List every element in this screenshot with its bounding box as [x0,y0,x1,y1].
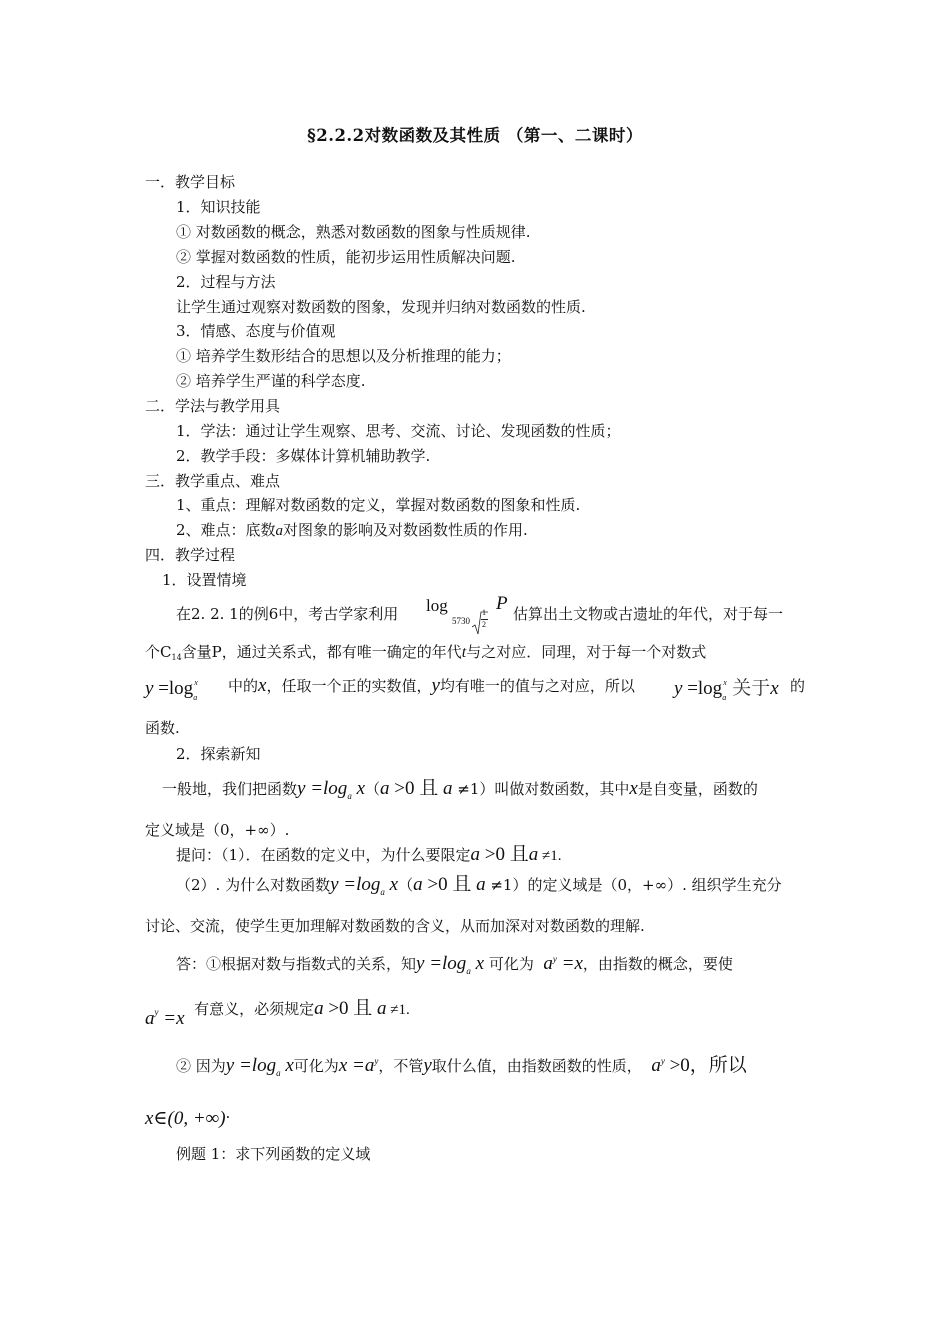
paragraph-line: y =log x a [145,678,198,702]
text-line: 让学生通过观察对数函数的图象，发现并归纳对数函数的性质. [176,298,586,316]
subheading: 3．情感、态度与价值观 [176,322,336,340]
section-heading: 一．教学目标 [145,173,236,191]
answer-line: 答：①根据对数与指数式的关系，知$y =\log_a$ x 可化为 $a^y =x$，由指数的概念，要使 [176,953,733,976]
text-line: 2、难点：底数a对图象的影响及对数函数性质的作用. [176,521,528,539]
log-formula: log 5730 1 2 P [426,596,512,640]
paragraph-line: 个$C_{14}$含量P，通过关系式，都有唯一确定的年代t与之对应．同理，对于每一个对数式 [145,643,707,662]
paragraph-line: 的 [790,677,806,695]
subheading: 1．设置情境 [162,571,247,589]
paragraph-line: 中的x，任取一个正的实数值，y均有唯一的值与之对应，所以 [228,675,635,696]
section-heading: 二．学法与教学用具 [145,397,281,415]
paragraph-line: 估算出土文物或古遗址的年代，对于每一 [513,605,784,623]
example-heading: 例题 1：求下列函数的定义域 [176,1145,371,1163]
section-heading: 三．教学重点、难点 [145,472,281,490]
page-title: §2.2.2对数函数及其性质 （第一、二课时） [307,126,643,145]
text-line: 1．学法：通过让学生观察、思考、交流、讨论、发现函数的性质； [176,422,621,440]
text-line: ① 培养学生数形结合的思想以及分析推理的能力； [176,347,511,365]
subheading: 2．探索新知 [176,745,261,763]
paragraph-line: 在2. 2. 1的例6中，考古学家利用 [176,605,399,623]
text-line: 1、重点：理解对数函数的定义，掌握对数函数的图象和性质. [176,496,581,514]
paragraph-line: 函数. [145,719,180,737]
text-line: ② 掌握对数函数的性质，能初步运用性质解决问题. [176,248,516,266]
formula: y =log x a 关于x [674,677,779,702]
answer-line: ② 因为$y =\log_a$ x可化为$x =a^y$，不管y取什么值，由指数函数的性质， $a^y >0$，所以 [176,1055,747,1078]
text-line: ① 对数函数的概念，熟悉对数函数的图象与性质规律. [176,223,531,241]
answer-line: $a^y =x$ 有意义，必须规定a >0 且 a ≠1. [145,998,410,1029]
subheading: 1．知识技能 [176,198,261,216]
text-line: ② 培养学生严谨的科学态度. [176,372,366,390]
formula: x∈(0, +∞). [145,1104,231,1129]
section-heading: 四．教学过程 [145,546,236,564]
subheading: 2．过程与方法 [176,273,276,291]
definition-line: 一般地，我们把函数$y =\log_a$ x（a >0 且 a ≠1）叫做对数函数，其中x是自变量，函数的 [162,778,758,801]
paragraph-line: 定义域是（0，+∞）. [145,821,290,839]
paragraph-line: 讨论、交流，使学生更加理解对数函数的含义，从而加深对对数函数的理解. [145,917,645,935]
text-line: 2．教学手段：多媒体计算机辅助教学. [176,447,431,465]
question-line: 提问：（1）．在函数的定义中，为什么要限定a >0 且a ≠1. [176,844,562,865]
question-line: （2）. 为什么对数函数$y =\log_a$ x（a >0 且 a ≠1）的定义域是（0，+∞）. 组织学生充分 [176,874,782,897]
